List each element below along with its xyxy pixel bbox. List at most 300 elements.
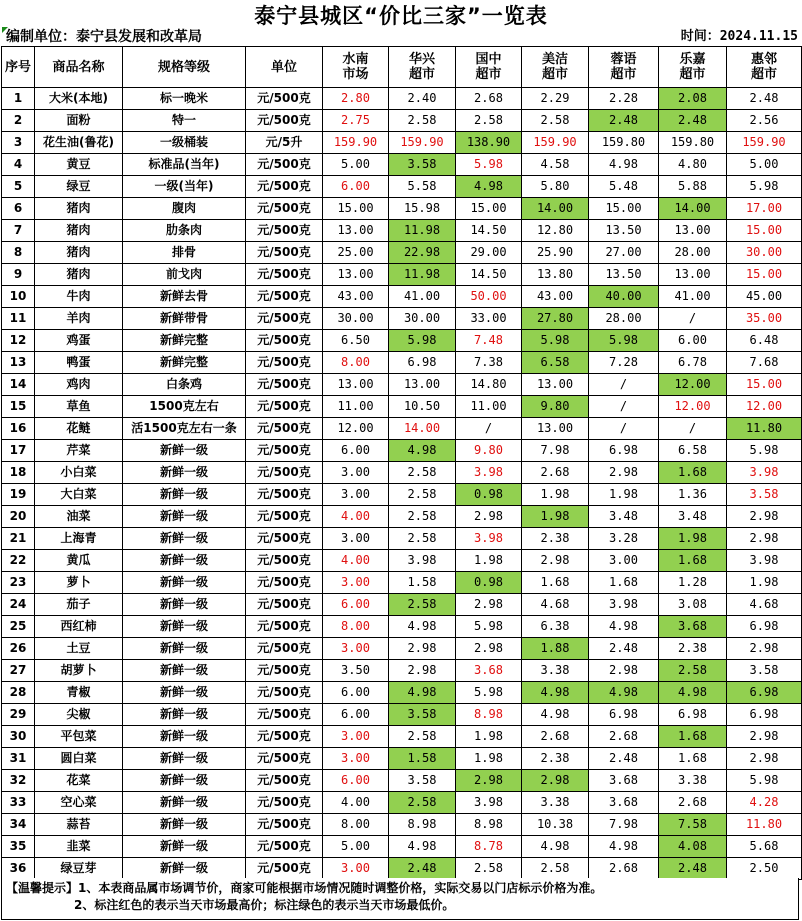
price-cell: 3.98 <box>589 594 659 616</box>
spec-grade: 新鲜一级 <box>123 616 246 638</box>
price-cell: 2.68 <box>522 726 589 748</box>
price-cell: 5.98 <box>456 682 522 704</box>
price-unit: 元/500克 <box>246 660 323 682</box>
product-name: 萝卜 <box>35 572 123 594</box>
price-cell: 30.00 <box>323 308 389 330</box>
product-name: 花鲢 <box>35 418 123 440</box>
row-number: 21 <box>2 528 35 550</box>
price-cell: 2.75 <box>323 110 389 132</box>
price-cell: 2.08 <box>659 88 727 110</box>
footnote <box>1 878 799 920</box>
product-name: 油菜 <box>35 506 123 528</box>
table-row <box>2 242 802 264</box>
spec-grade: 前戈肉 <box>123 264 246 286</box>
date-label: 时间：2024.11.15 <box>680 29 798 44</box>
price-cell: 14.80 <box>456 374 522 396</box>
spec-grade: 新鲜一级 <box>123 704 246 726</box>
product-name: 上海青 <box>35 528 123 550</box>
price-cell: 2.98 <box>727 638 802 660</box>
price-cell: 2.68 <box>456 88 522 110</box>
price-unit: 元/500克 <box>246 616 323 638</box>
price-cell: 6.00 <box>323 770 389 792</box>
price-cell: 50.00 <box>456 286 522 308</box>
spec-grade: 标一晚米 <box>123 88 246 110</box>
price-cell: 1.28 <box>659 572 727 594</box>
price-cell: 2.58 <box>389 110 456 132</box>
price-cell: 13.00 <box>522 374 589 396</box>
price-cell: 12.00 <box>659 374 727 396</box>
table-row <box>2 836 802 858</box>
price-cell: 1.98 <box>589 484 659 506</box>
spec-grade: 新鲜带骨 <box>123 308 246 330</box>
price-cell: 3.48 <box>589 506 659 528</box>
row-number: 1 <box>2 88 35 110</box>
price-cell: 7.48 <box>456 330 522 352</box>
price-cell: 5.98 <box>389 330 456 352</box>
spec-grade: 肋条肉 <box>123 220 246 242</box>
product-name: 韭菜 <box>35 836 123 858</box>
price-cell: 14.50 <box>456 220 522 242</box>
price-cell: 11.98 <box>389 220 456 242</box>
price-unit: 元/500克 <box>246 110 323 132</box>
spec-grade: 新鲜一级 <box>123 682 246 704</box>
row-number: 13 <box>2 352 35 374</box>
price-cell: 1.68 <box>659 726 727 748</box>
table-row <box>2 792 802 814</box>
price-cell: 1.68 <box>659 462 727 484</box>
header-store: 惠邻 超市 <box>727 47 802 88</box>
price-cell: 10.50 <box>389 396 456 418</box>
price-cell: 6.00 <box>323 440 389 462</box>
price-unit: 元/500克 <box>246 286 323 308</box>
product-name: 猪肉 <box>35 198 123 220</box>
product-name: 芹菜 <box>35 440 123 462</box>
price-cell: 3.28 <box>589 528 659 550</box>
price-cell: 41.00 <box>659 286 727 308</box>
price-cell: 6.58 <box>659 440 727 462</box>
price-cell: 5.98 <box>456 154 522 176</box>
footnote-line-2: 2、标注红色的表示当天市场最高价；标注绿色的表示当天市场最低价。 <box>74 898 455 912</box>
price-cell: 4.98 <box>389 440 456 462</box>
spec-grade: 新鲜一级 <box>123 506 246 528</box>
price-cell: 2.56 <box>727 110 802 132</box>
price-cell: / <box>456 418 522 440</box>
product-name: 平包菜 <box>35 726 123 748</box>
table-row <box>2 418 802 440</box>
price-cell: 43.00 <box>522 286 589 308</box>
price-unit: 元/500克 <box>246 308 323 330</box>
table-row <box>2 440 802 462</box>
price-cell: 3.58 <box>727 484 802 506</box>
price-cell: / <box>589 374 659 396</box>
price-cell: 159.90 <box>522 132 589 154</box>
price-cell: 2.50 <box>727 858 802 880</box>
price-cell: 5.98 <box>727 440 802 462</box>
price-cell: 8.00 <box>323 814 389 836</box>
price-unit: 元/500克 <box>246 682 323 704</box>
price-unit: 元/500克 <box>246 704 323 726</box>
table-row <box>2 352 802 374</box>
price-cell: 13.00 <box>659 220 727 242</box>
price-cell: 2.98 <box>456 770 522 792</box>
price-cell: 13.00 <box>323 264 389 286</box>
header-unit: 单位 <box>246 47 323 88</box>
price-cell: 13.00 <box>522 418 589 440</box>
price-cell: 15.00 <box>589 198 659 220</box>
price-cell: 4.08 <box>659 836 727 858</box>
price-cell: 5.98 <box>727 176 802 198</box>
row-number: 7 <box>2 220 35 242</box>
table-row <box>2 572 802 594</box>
price-cell: 6.58 <box>522 352 589 374</box>
price-cell: 0.98 <box>456 484 522 506</box>
table-body <box>2 88 802 880</box>
price-cell: 3.38 <box>522 660 589 682</box>
price-cell: 4.68 <box>727 594 802 616</box>
price-cell: 1.58 <box>389 572 456 594</box>
price-cell: 12.00 <box>727 396 802 418</box>
price-cell: 3.98 <box>727 550 802 572</box>
price-cell: 5.00 <box>323 836 389 858</box>
table-row <box>2 308 802 330</box>
price-cell: 3.08 <box>659 594 727 616</box>
price-cell: / <box>589 396 659 418</box>
price-cell: 2.58 <box>389 726 456 748</box>
spec-grade: 新鲜一级 <box>123 792 246 814</box>
price-cell: 2.58 <box>522 858 589 880</box>
price-cell: 3.00 <box>323 748 389 770</box>
page-title: 泰宁县城区“价比三家”一览表 <box>254 4 548 28</box>
price-unit: 元/500克 <box>246 352 323 374</box>
price-unit: 元/500克 <box>246 264 323 286</box>
price-cell: 6.00 <box>323 704 389 726</box>
price-cell: 6.00 <box>659 330 727 352</box>
price-cell: 2.98 <box>522 770 589 792</box>
price-cell: 27.00 <box>589 242 659 264</box>
price-cell: 14.00 <box>389 418 456 440</box>
spec-grade: 新鲜一级 <box>123 726 246 748</box>
price-cell: 2.48 <box>589 638 659 660</box>
table-row <box>2 220 802 242</box>
table-row <box>2 726 802 748</box>
price-cell: 6.50 <box>323 330 389 352</box>
price-cell: 2.98 <box>589 660 659 682</box>
price-cell: 3.38 <box>522 792 589 814</box>
row-number: 31 <box>2 748 35 770</box>
footnote-line-1: 【温馨提示】1、本表商品属市场调节价，商家可能根据市场情况随时调整价格，实际交易以门店标示价格为准。 <box>6 881 603 895</box>
price-cell: 4.98 <box>589 616 659 638</box>
price-cell: 6.00 <box>323 176 389 198</box>
price-cell: 4.98 <box>522 836 589 858</box>
price-cell: 4.00 <box>323 506 389 528</box>
price-cell: 2.98 <box>727 528 802 550</box>
price-cell: 15.00 <box>727 220 802 242</box>
price-unit: 元/500克 <box>246 792 323 814</box>
price-cell: 2.98 <box>727 506 802 528</box>
price-cell: 6.98 <box>659 704 727 726</box>
product-name: 西红柿 <box>35 616 123 638</box>
price-cell: 7.28 <box>589 352 659 374</box>
table-row <box>2 462 802 484</box>
price-cell: 2.98 <box>389 660 456 682</box>
price-cell: 6.98 <box>727 682 802 704</box>
product-name: 空心菜 <box>35 792 123 814</box>
price-cell: 5.80 <box>522 176 589 198</box>
price-cell: 13.50 <box>589 264 659 286</box>
price-cell: 6.98 <box>389 352 456 374</box>
row-number: 17 <box>2 440 35 462</box>
price-cell: 2.68 <box>522 462 589 484</box>
price-cell: 8.98 <box>456 704 522 726</box>
row-number: 32 <box>2 770 35 792</box>
price-cell: 5.88 <box>659 176 727 198</box>
price-cell: 4.58 <box>522 154 589 176</box>
row-number: 25 <box>2 616 35 638</box>
price-cell: 5.00 <box>323 154 389 176</box>
spec-grade: 新鲜一级 <box>123 858 246 880</box>
price-cell: 2.48 <box>589 748 659 770</box>
price-cell: 1.98 <box>456 726 522 748</box>
price-cell: 13.00 <box>389 374 456 396</box>
table-row <box>2 484 802 506</box>
price-cell: 8.00 <box>323 352 389 374</box>
price-unit: 元/500克 <box>246 594 323 616</box>
price-cell: 2.58 <box>456 110 522 132</box>
price-cell: 2.80 <box>323 88 389 110</box>
spec-grade: 新鲜去骨 <box>123 286 246 308</box>
row-number: 15 <box>2 396 35 418</box>
price-cell: 11.80 <box>727 814 802 836</box>
price-cell: 1.98 <box>522 484 589 506</box>
row-number: 28 <box>2 682 35 704</box>
price-cell: 2.48 <box>659 110 727 132</box>
price-cell: 2.38 <box>659 638 727 660</box>
price-cell: 2.98 <box>456 594 522 616</box>
price-cell: 43.00 <box>323 286 389 308</box>
price-cell: 35.00 <box>727 308 802 330</box>
price-cell: 2.58 <box>389 792 456 814</box>
price-cell: 3.98 <box>727 462 802 484</box>
price-cell: 5.58 <box>389 176 456 198</box>
header-store: 蓉语 超市 <box>589 47 659 88</box>
header-store: 乐嘉 超市 <box>659 47 727 88</box>
price-cell: 4.98 <box>659 682 727 704</box>
product-name: 大米(本地) <box>35 88 123 110</box>
price-cell: 6.98 <box>727 704 802 726</box>
row-number: 10 <box>2 286 35 308</box>
price-cell: 5.98 <box>589 330 659 352</box>
price-unit: 元/500克 <box>246 770 323 792</box>
product-name: 大白菜 <box>35 484 123 506</box>
price-cell: 2.58 <box>456 858 522 880</box>
price-cell: 6.00 <box>323 594 389 616</box>
row-number: 12 <box>2 330 35 352</box>
price-unit: 元/500克 <box>246 374 323 396</box>
price-unit: 元/500克 <box>246 550 323 572</box>
price-unit: 元/500克 <box>246 836 323 858</box>
price-cell: 2.98 <box>456 638 522 660</box>
price-cell: 159.80 <box>659 132 727 154</box>
spec-grade: 新鲜一级 <box>123 484 246 506</box>
price-cell: 14.50 <box>456 264 522 286</box>
price-cell: 3.50 <box>323 660 389 682</box>
price-cell: 3.98 <box>456 462 522 484</box>
price-cell: 3.68 <box>659 616 727 638</box>
product-name: 鸡肉 <box>35 374 123 396</box>
price-unit: 元/500克 <box>246 858 323 880</box>
price-cell: 2.40 <box>389 88 456 110</box>
product-name: 黄瓜 <box>35 550 123 572</box>
spec-grade: 新鲜一级 <box>123 594 246 616</box>
price-unit: 元/5升 <box>246 132 323 154</box>
row-number: 14 <box>2 374 35 396</box>
row-number: 20 <box>2 506 35 528</box>
spec-grade: 新鲜一级 <box>123 550 246 572</box>
price-cell: / <box>659 308 727 330</box>
table-row <box>2 814 802 836</box>
price-cell: 3.00 <box>323 484 389 506</box>
row-number: 30 <box>2 726 35 748</box>
spec-grade: 新鲜一级 <box>123 572 246 594</box>
price-cell: 4.80 <box>659 154 727 176</box>
price-cell: 3.00 <box>589 550 659 572</box>
price-cell: 4.98 <box>589 836 659 858</box>
row-number: 4 <box>2 154 35 176</box>
price-cell: 3.00 <box>323 572 389 594</box>
table-row <box>2 506 802 528</box>
table-row <box>2 132 802 154</box>
price-cell: 1.68 <box>659 748 727 770</box>
price-cell: 13.00 <box>323 220 389 242</box>
product-name: 尖椒 <box>35 704 123 726</box>
price-cell: 14.00 <box>522 198 589 220</box>
product-name: 鸭蛋 <box>35 352 123 374</box>
table-row <box>2 748 802 770</box>
price-cell: 3.98 <box>456 528 522 550</box>
spec-grade: 一级桶装 <box>123 132 246 154</box>
price-cell: 9.80 <box>456 440 522 462</box>
price-cell: 1.88 <box>522 638 589 660</box>
row-number: 6 <box>2 198 35 220</box>
price-cell: 2.68 <box>589 858 659 880</box>
price-cell: 15.00 <box>456 198 522 220</box>
price-cell: 2.58 <box>389 484 456 506</box>
spec-grade: 1500克左右 <box>123 396 246 418</box>
product-name: 蒜苔 <box>35 814 123 836</box>
price-cell: 159.90 <box>727 132 802 154</box>
price-cell: 5.48 <box>589 176 659 198</box>
price-cell: 7.58 <box>659 814 727 836</box>
price-cell: 4.98 <box>522 682 589 704</box>
spec-grade: 腹肉 <box>123 198 246 220</box>
price-cell: 3.68 <box>456 660 522 682</box>
row-number: 18 <box>2 462 35 484</box>
price-cell: 30.00 <box>727 242 802 264</box>
price-cell: 159.80 <box>589 132 659 154</box>
price-cell: 1.98 <box>456 550 522 572</box>
table-row <box>2 858 802 880</box>
price-cell: 2.48 <box>589 110 659 132</box>
price-cell: 3.48 <box>659 506 727 528</box>
row-number: 19 <box>2 484 35 506</box>
price-unit: 元/500克 <box>246 198 323 220</box>
price-cell: 2.58 <box>389 594 456 616</box>
price-cell: 3.38 <box>659 770 727 792</box>
table-row <box>2 110 802 132</box>
price-cell: 10.38 <box>522 814 589 836</box>
price-cell: 2.28 <box>589 88 659 110</box>
price-cell: 13.00 <box>323 374 389 396</box>
price-cell: 29.00 <box>456 242 522 264</box>
product-name: 青椒 <box>35 682 123 704</box>
spec-grade: 新鲜一级 <box>123 638 246 660</box>
price-cell: 8.98 <box>389 814 456 836</box>
price-cell: 11.98 <box>389 264 456 286</box>
price-unit: 元/500克 <box>246 638 323 660</box>
price-cell: 28.00 <box>659 242 727 264</box>
price-cell: 2.68 <box>659 792 727 814</box>
product-name: 绿豆 <box>35 176 123 198</box>
price-unit: 元/500克 <box>246 154 323 176</box>
price-cell: 0.98 <box>456 572 522 594</box>
row-number: 23 <box>2 572 35 594</box>
price-cell: 6.98 <box>727 616 802 638</box>
row-number: 36 <box>2 858 35 880</box>
product-name: 圆白菜 <box>35 748 123 770</box>
header-store: 水南 市场 <box>323 47 389 88</box>
price-cell: 4.98 <box>589 682 659 704</box>
price-cell: 25.90 <box>522 242 589 264</box>
product-name: 小白菜 <box>35 462 123 484</box>
table-row <box>2 704 802 726</box>
price-cell: / <box>589 418 659 440</box>
price-cell: 3.68 <box>589 792 659 814</box>
price-cell: 4.98 <box>389 682 456 704</box>
price-cell: 1.36 <box>659 484 727 506</box>
spec-grade: 新鲜一级 <box>123 462 246 484</box>
price-cell: 12.80 <box>522 220 589 242</box>
price-cell: 4.98 <box>456 176 522 198</box>
row-number: 9 <box>2 264 35 286</box>
price-cell: 11.00 <box>456 396 522 418</box>
price-cell: 6.48 <box>727 330 802 352</box>
spec-grade: 新鲜完整 <box>123 352 246 374</box>
price-cell: 1.98 <box>456 748 522 770</box>
price-cell: 3.00 <box>323 858 389 880</box>
price-cell: 2.98 <box>389 638 456 660</box>
table-row <box>2 528 802 550</box>
product-name: 鸡蛋 <box>35 330 123 352</box>
product-name: 猪肉 <box>35 220 123 242</box>
price-cell: 1.98 <box>659 528 727 550</box>
spec-grade: 特一 <box>123 110 246 132</box>
price-unit: 元/500克 <box>246 330 323 352</box>
product-name: 草鱼 <box>35 396 123 418</box>
product-name: 胡萝卜 <box>35 660 123 682</box>
price-unit: 元/500克 <box>246 726 323 748</box>
price-cell: 5.00 <box>727 154 802 176</box>
price-unit: 元/500克 <box>246 220 323 242</box>
price-cell: 2.48 <box>389 858 456 880</box>
price-cell: 3.98 <box>456 792 522 814</box>
table-row <box>2 374 802 396</box>
table-row <box>2 770 802 792</box>
price-cell: 15.00 <box>323 198 389 220</box>
spec-grade: 标准品(当年) <box>123 154 246 176</box>
row-number: 29 <box>2 704 35 726</box>
price-cell: 3.58 <box>727 660 802 682</box>
table-row <box>2 154 802 176</box>
